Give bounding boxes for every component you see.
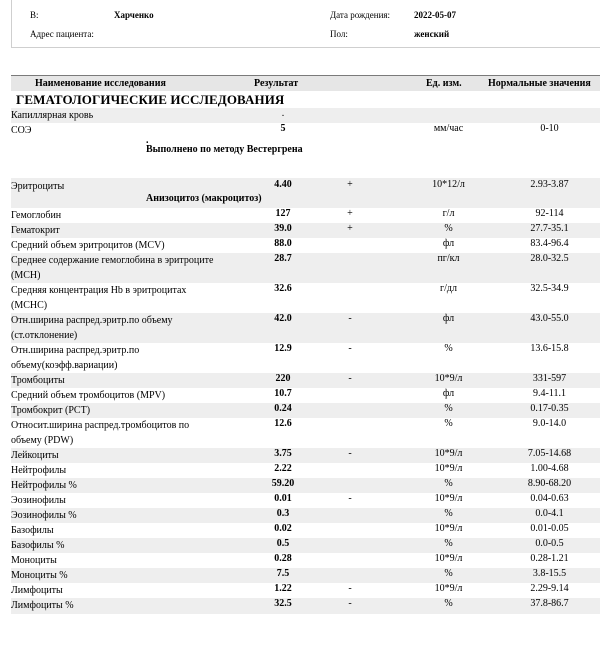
test-unit: % — [444, 403, 453, 414]
esr-unit: мм/час — [433, 123, 464, 134]
sex-label: Пол: — [330, 29, 348, 39]
table-row — [11, 418, 600, 448]
test-unit: % — [444, 478, 453, 489]
abnormal-flag: - — [348, 448, 352, 459]
test-result: 10.7 — [274, 388, 292, 399]
table-row — [11, 568, 600, 583]
test-unit: фл — [442, 388, 455, 399]
test-unit: % — [444, 508, 453, 519]
table-row — [11, 253, 600, 283]
test-result: 0.24 — [274, 403, 292, 414]
reference-range: 3.8-15.5 — [532, 568, 567, 579]
reference-range: 7.05-14.68 — [527, 448, 572, 459]
test-unit: 10*9/л — [434, 583, 463, 594]
esr-row — [11, 123, 600, 138]
table-row — [11, 508, 600, 523]
test-name: Лимфоциты % — [11, 600, 74, 611]
test-result: 0.5 — [276, 538, 290, 549]
test-unit: пг/кл — [437, 253, 460, 264]
table-row — [11, 493, 600, 508]
abnormal-flag: - — [348, 583, 352, 594]
test-unit: 10*9/л — [434, 523, 463, 534]
address-label: Адрес пациента: — [30, 29, 94, 39]
erythrocytes-unit: 10*12/л — [432, 179, 465, 190]
reference-range: 32.5-34.9 — [530, 283, 569, 294]
test-unit: 10*9/л — [434, 463, 463, 474]
test-unit: 10*9/л — [434, 493, 463, 504]
test-unit: г/дл — [440, 283, 457, 294]
test-unit: % — [444, 343, 453, 354]
test-name: Относит.ширина распред.тромбоцитов по объему (PDW) — [11, 420, 190, 446]
table-row — [11, 313, 600, 343]
test-name: Моноциты % — [11, 570, 68, 581]
test-result: 59.20 — [271, 478, 295, 489]
test-result: 12.6 — [274, 418, 292, 429]
table-row — [11, 208, 600, 223]
test-name: Средняя концентрация Hb в эритроцитах (MCHC) — [11, 285, 187, 311]
table-row — [11, 388, 600, 403]
patient-label: В: — [30, 10, 39, 20]
table-row — [11, 223, 600, 238]
test-name: Базофилы — [11, 525, 54, 536]
reference-range: 43.0-55.0 — [530, 313, 569, 324]
test-result: 220 — [275, 373, 291, 384]
abnormal-flag: - — [348, 343, 352, 354]
material-row — [11, 108, 600, 123]
reference-range: 13.6-15.8 — [530, 343, 569, 354]
table-row — [11, 538, 600, 553]
reference-range: 0.0-4.1 — [535, 508, 564, 519]
table-row — [11, 403, 600, 418]
test-unit: % — [444, 223, 453, 234]
table-row — [11, 448, 600, 463]
esr-note-dot: . — [146, 135, 149, 146]
patient-name: Харченко — [114, 10, 154, 20]
col-unit: Ед. изм. — [426, 78, 462, 89]
erythrocytes-row — [11, 178, 600, 208]
anisocytosis-note: Анизоцитоз (макроцитоз) — [146, 193, 262, 204]
test-result: 1.22 — [274, 583, 292, 594]
test-name: Тромбокрит (PCT) — [11, 405, 91, 416]
erythrocytes-range: 2.93-3.87 — [530, 179, 569, 190]
reference-range: 0.0-0.5 — [535, 538, 564, 549]
test-result: 88.0 — [274, 238, 292, 249]
test-unit: г/л — [442, 208, 455, 219]
reference-range: 92-114 — [535, 208, 564, 219]
esr-result: 5 — [280, 123, 286, 134]
reference-range: 9.0-14.0 — [532, 418, 567, 429]
test-name: Лейкоциты — [11, 450, 59, 461]
reference-range: 1.00-4.68 — [530, 463, 569, 474]
col-test-name: Наименование исследования — [35, 78, 166, 89]
dob-label: Дата рождения: — [330, 10, 391, 20]
col-result: Результат — [254, 78, 299, 89]
section-title: ГЕМАТОЛОГИЧЕСКИЕ ИССЛЕДОВАНИЯ — [16, 92, 285, 107]
test-name: Нейтрофилы % — [11, 480, 77, 491]
erythrocytes-name: Эритроциты — [11, 181, 65, 192]
test-name: Отн.ширина распред.эритр.по объему (ст.отклонение) — [11, 315, 173, 341]
abnormal-flag: - — [348, 313, 352, 324]
dob-value: 2022-05-07 — [414, 10, 456, 20]
test-name: Эозинофилы % — [11, 510, 77, 521]
test-result: 127 — [275, 208, 291, 219]
test-name: Гемоглобин — [11, 210, 62, 221]
erythrocytes-result: 4.40 — [274, 179, 292, 190]
test-result: 12.9 — [274, 343, 292, 354]
test-name: Тромбоциты — [11, 375, 65, 386]
sex-value: женский — [414, 29, 450, 39]
test-result: 32.5 — [274, 598, 292, 609]
abnormal-flag: - — [348, 493, 352, 504]
material-result: . — [281, 108, 285, 119]
reference-range: 0.17-0.35 — [530, 403, 569, 414]
reference-range: 0.01-0.05 — [530, 523, 569, 534]
erythrocytes-flag: + — [347, 179, 353, 190]
reference-range: 2.29-9.14 — [530, 583, 569, 594]
table-row — [11, 343, 600, 373]
table-row — [11, 373, 600, 388]
table-row — [11, 283, 600, 313]
reference-range: 0.04-0.63 — [530, 493, 569, 504]
esr-method-note — [11, 135, 600, 178]
reference-range: 9.4-11.1 — [533, 388, 566, 399]
test-result: 7.5 — [276, 568, 290, 579]
test-name: Лимфоциты — [11, 585, 63, 596]
test-name: Средний объем тромбоцитов (MPV) — [11, 390, 166, 401]
abnormal-flag: + — [347, 208, 353, 219]
test-result: 42.0 — [274, 313, 292, 324]
test-name: Гематокрит — [11, 225, 60, 236]
reference-range: 28.0-32.5 — [530, 253, 569, 264]
test-unit: % — [444, 568, 453, 579]
test-result: 0.01 — [274, 493, 292, 504]
reference-range: 83.4-96.4 — [530, 238, 569, 249]
reference-range: 37.8-86.7 — [530, 598, 569, 609]
test-result: 32.6 — [274, 283, 292, 294]
esr-method: Выполнено по методу Вестергрена — [146, 144, 303, 155]
test-unit: 10*9/л — [434, 373, 463, 384]
test-name: Моноциты — [11, 555, 57, 566]
table-row — [11, 478, 600, 493]
abnormal-flag: - — [348, 598, 352, 609]
reference-range: 331-597 — [532, 373, 567, 384]
results-rows — [11, 208, 600, 614]
test-name: Нейтрофилы — [11, 465, 67, 476]
test-name: Базофилы % — [11, 540, 65, 551]
table-row — [11, 463, 600, 478]
table-row — [11, 523, 600, 538]
table-row — [11, 598, 600, 614]
test-result: 3.75 — [274, 448, 292, 459]
test-unit: % — [444, 538, 453, 549]
table-row — [11, 553, 600, 568]
reference-range: 27.7-35.1 — [530, 223, 569, 234]
material-name: Капиллярная кровь — [11, 110, 94, 121]
test-unit: % — [444, 598, 453, 609]
esr-range: 0-10 — [540, 123, 559, 134]
esr-name: СОЭ — [11, 125, 32, 136]
test-name: Средний объем эритроцитов (MCV) — [11, 240, 165, 251]
test-name: Среднее содержание гемоглобина в эритроците (MCH) — [11, 255, 214, 281]
table-header — [11, 75, 600, 91]
test-result: 2.22 — [274, 463, 292, 474]
table-row — [11, 238, 600, 253]
patient-header — [11, 0, 600, 48]
test-result: 0.02 — [274, 523, 292, 534]
reference-range: 0.28-1.21 — [530, 553, 569, 564]
test-result: 0.28 — [274, 553, 292, 564]
test-name: Эозинофилы — [11, 495, 66, 506]
test-unit: фл — [442, 313, 455, 324]
test-unit: 10*9/л — [434, 553, 463, 564]
test-name: Отн.ширина распред.эритр.по объему(коэфф.вариации) — [11, 345, 140, 371]
abnormal-flag: + — [347, 223, 353, 234]
abnormal-flag: - — [348, 373, 352, 384]
test-result: 28.7 — [274, 253, 292, 264]
col-range: Нормальные значения — [488, 78, 591, 89]
test-result: 0.3 — [276, 508, 290, 519]
reference-range: 8.90-68.20 — [527, 478, 572, 489]
test-unit: фл — [442, 238, 455, 249]
test-unit: % — [444, 418, 453, 429]
test-unit: 10*9/л — [434, 448, 463, 459]
test-result: 39.0 — [274, 223, 292, 234]
table-row — [11, 583, 600, 598]
results-table — [11, 75, 600, 614]
